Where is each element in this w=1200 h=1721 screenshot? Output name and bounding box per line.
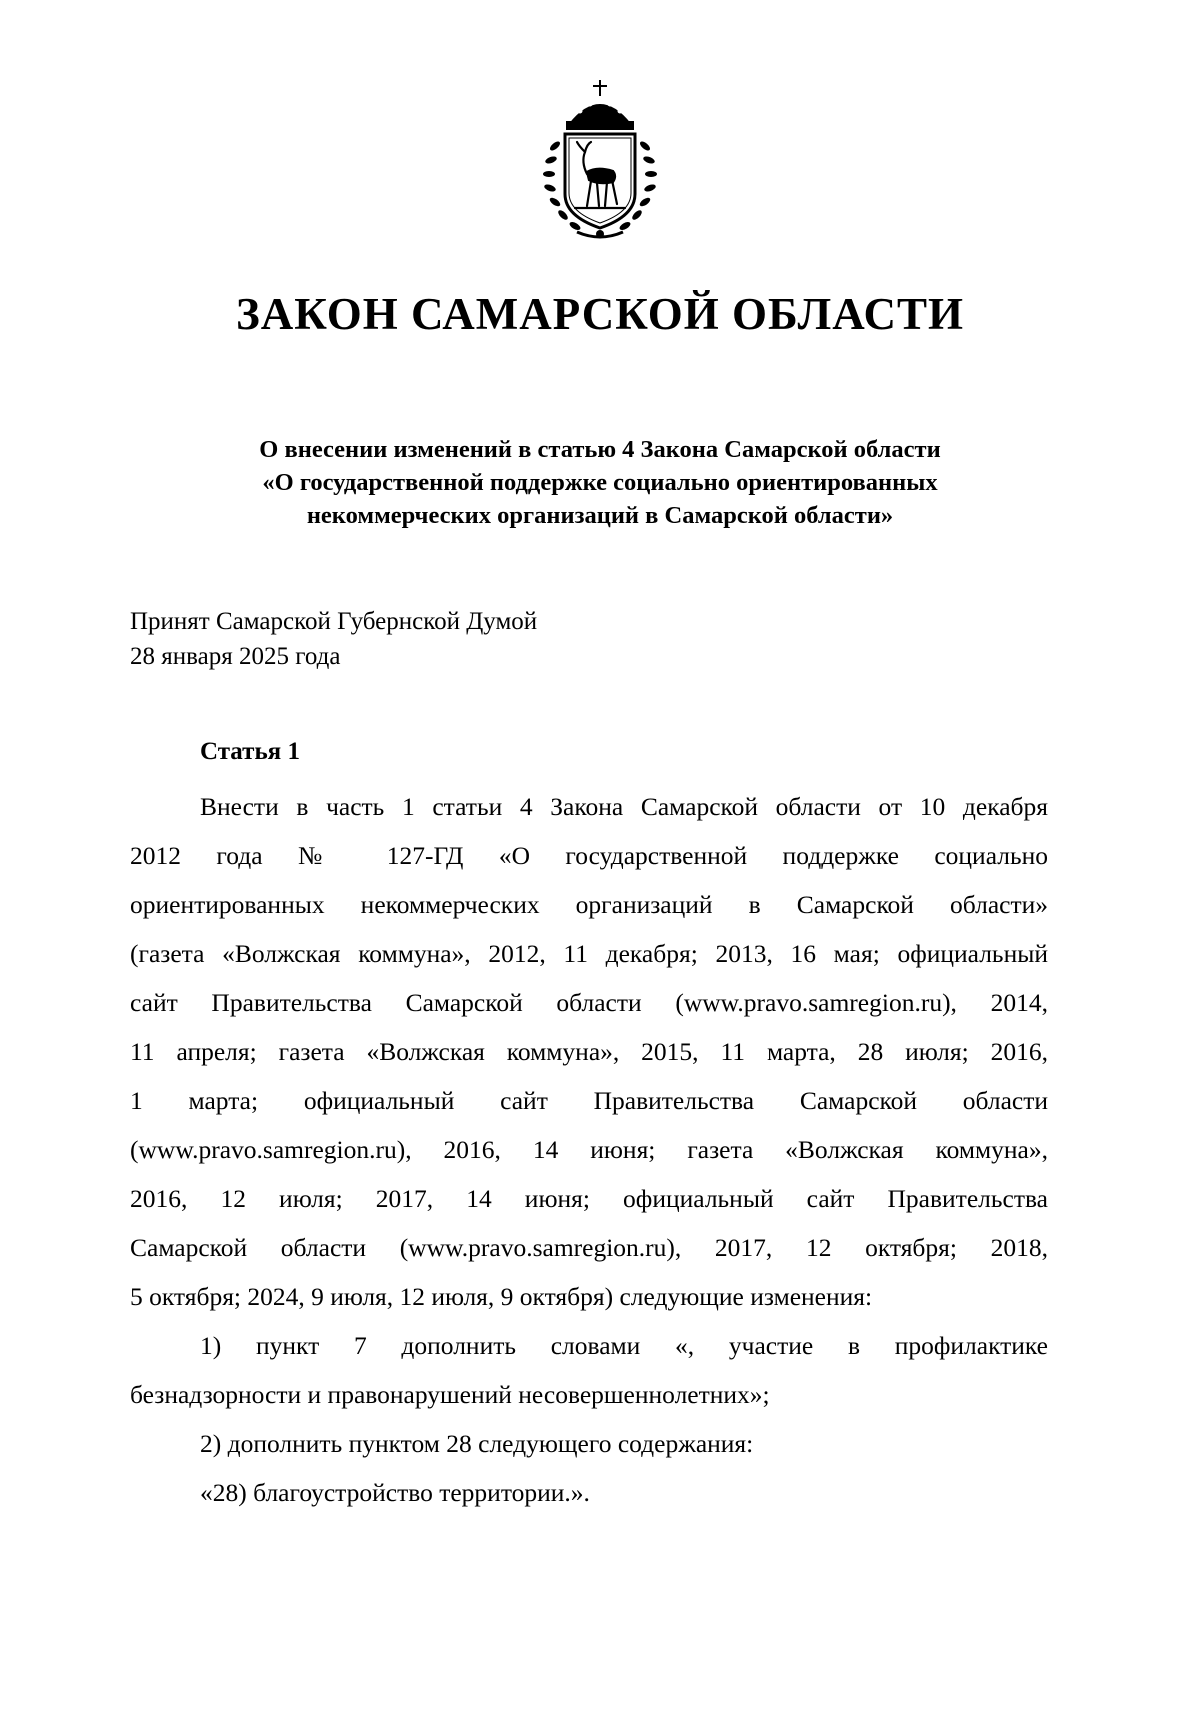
article-line: ориентированных некоммерческих организаций в Самарской области» xyxy=(130,890,1048,919)
article-line: 5 октября; 2024, 9 июля, 12 июля, 9 октября) следующие изменения: xyxy=(130,1282,873,1311)
article-line: Внести в часть 1 статьи 4 Закона Самарской области от 10 декабря xyxy=(200,792,1048,821)
article-line: 2) дополнить пунктом 28 следующего содержания: xyxy=(200,1429,754,1458)
article-line: 2012 года № 127-ГД «О государственной поддержке социально xyxy=(130,841,1048,870)
adopted-date: 28 января 2025 года xyxy=(130,643,341,670)
samara-coat-of-arms-icon xyxy=(525,76,675,244)
subtitle-line: некоммерческих организаций в Самарской области» xyxy=(306,502,894,529)
article-line: Самарской области (www.pravo.samregion.ru), 2017, 12 октября; 2018, xyxy=(130,1233,1048,1262)
subtitle-line: «О государственной поддержке социально ориентированных xyxy=(262,469,938,496)
adopted-by: Принят Самарской Губернской Думой xyxy=(130,608,538,635)
article-line: сайт Правительства Самарской области (www.pravo.samregion.ru), 2014, xyxy=(130,988,1048,1017)
article-line: (www.pravo.samregion.ru), 2016, 14 июня; газета «Волжская коммуна», xyxy=(130,1135,1048,1164)
article-line: 1) пункт 7 дополнить словами «, участие в профилактике xyxy=(200,1331,1048,1360)
article-line: 11 апреля; газета «Волжская коммуна», 2015, 11 марта, 28 июля; 2016, xyxy=(130,1037,1048,1066)
article-line: 2016, 12 июля; 2017, 14 июня; официальный сайт Правительства xyxy=(130,1184,1048,1213)
article-line: 1 марта; официальный сайт Правительства Самарской области xyxy=(130,1086,1048,1115)
law-subtitle xyxy=(150,433,1050,532)
article-body xyxy=(130,782,1048,1517)
article-line: безнадзорности и правонарушений несовершеннолетних»; xyxy=(130,1380,770,1409)
article-line: «28) благоустройство территории.». xyxy=(200,1478,590,1507)
article-heading: Статья 1 xyxy=(200,738,300,765)
adoption-info xyxy=(130,604,537,674)
subtitle-line: О внесении изменений в статью 4 Закона Самарской области xyxy=(259,436,941,463)
page-title: ЗАКОН САМАРСКОЙ ОБЛАСТИ xyxy=(236,289,964,339)
article-line: (газета «Волжская коммуна», 2012, 11 декабря; 2013, 16 мая; официальный xyxy=(130,939,1048,968)
